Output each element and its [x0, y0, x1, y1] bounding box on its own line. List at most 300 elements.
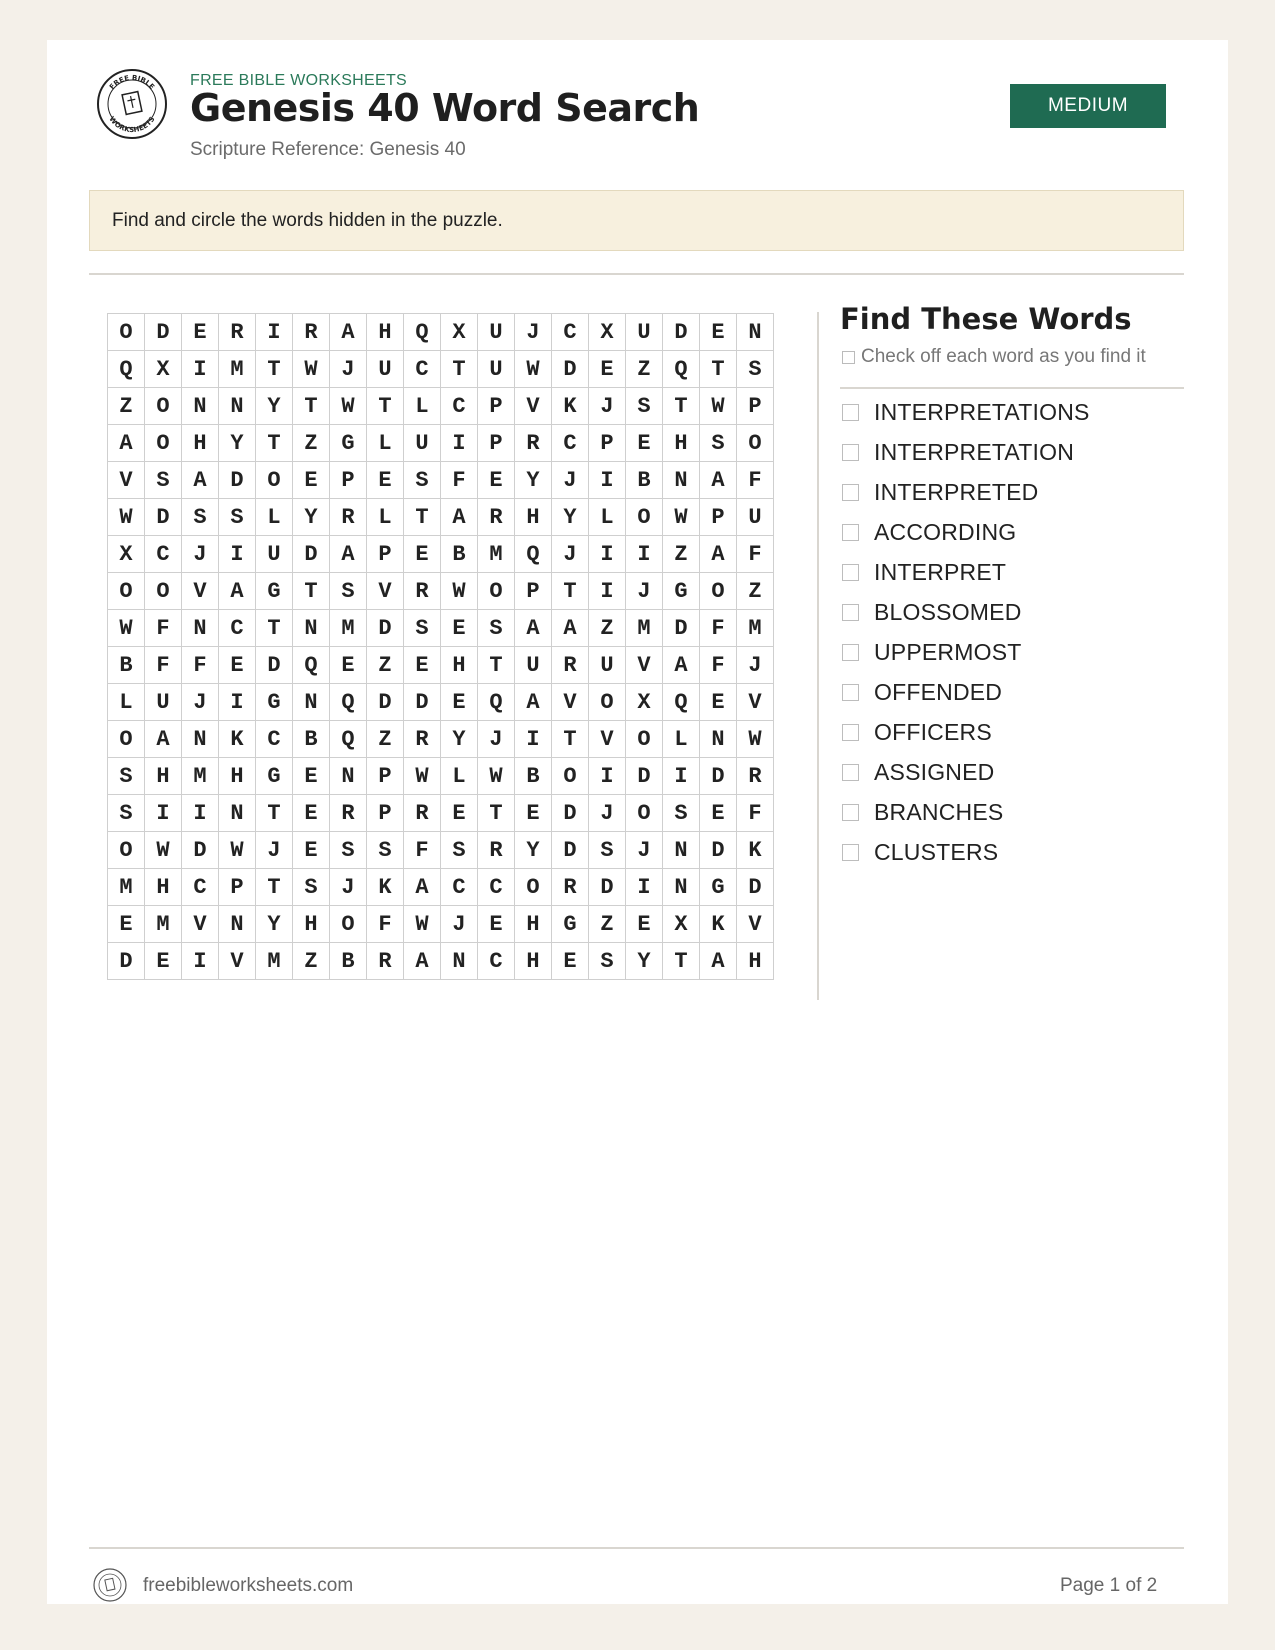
- word-checkbox[interactable]: [842, 604, 859, 621]
- grid-cell[interactable]: V: [182, 573, 219, 610]
- grid-cell[interactable]: R: [367, 943, 404, 980]
- grid-cell[interactable]: R: [478, 499, 515, 536]
- grid-cell[interactable]: J: [330, 351, 367, 388]
- grid-cell[interactable]: V: [552, 684, 589, 721]
- grid-cell[interactable]: H: [515, 499, 552, 536]
- grid-cell[interactable]: N: [663, 832, 700, 869]
- grid-cell[interactable]: F: [441, 462, 478, 499]
- grid-cell[interactable]: I: [256, 314, 293, 351]
- grid-cell[interactable]: O: [145, 573, 182, 610]
- grid-cell[interactable]: R: [404, 721, 441, 758]
- grid-cell[interactable]: H: [145, 758, 182, 795]
- grid-cell[interactable]: A: [515, 610, 552, 647]
- grid-cell[interactable]: Z: [589, 610, 626, 647]
- grid-cell[interactable]: R: [478, 832, 515, 869]
- grid-cell[interactable]: D: [367, 610, 404, 647]
- grid-cell[interactable]: L: [441, 758, 478, 795]
- grid-cell[interactable]: A: [404, 943, 441, 980]
- grid-cell[interactable]: Y: [515, 462, 552, 499]
- word-checkbox[interactable]: [842, 484, 859, 501]
- grid-cell[interactable]: H: [367, 314, 404, 351]
- grid-cell[interactable]: N: [219, 906, 256, 943]
- grid-cell[interactable]: D: [700, 758, 737, 795]
- grid-cell[interactable]: A: [441, 499, 478, 536]
- grid-cell[interactable]: T: [404, 499, 441, 536]
- grid-cell[interactable]: E: [293, 758, 330, 795]
- grid-cell[interactable]: K: [552, 388, 589, 425]
- grid-cell[interactable]: O: [515, 869, 552, 906]
- grid-cell[interactable]: F: [700, 610, 737, 647]
- grid-cell[interactable]: O: [552, 758, 589, 795]
- grid-cell[interactable]: T: [256, 425, 293, 462]
- grid-cell[interactable]: Z: [367, 721, 404, 758]
- grid-cell[interactable]: U: [256, 536, 293, 573]
- grid-cell[interactable]: Z: [293, 943, 330, 980]
- grid-cell[interactable]: D: [219, 462, 256, 499]
- grid-cell[interactable]: S: [367, 832, 404, 869]
- grid-cell[interactable]: C: [256, 721, 293, 758]
- grid-cell[interactable]: X: [108, 536, 145, 573]
- grid-cell[interactable]: E: [293, 462, 330, 499]
- grid-cell[interactable]: A: [515, 684, 552, 721]
- grid-cell[interactable]: H: [663, 425, 700, 462]
- grid-cell[interactable]: E: [330, 647, 367, 684]
- grid-cell[interactable]: G: [663, 573, 700, 610]
- grid-cell[interactable]: S: [293, 869, 330, 906]
- grid-cell[interactable]: U: [515, 647, 552, 684]
- grid-cell[interactable]: H: [182, 425, 219, 462]
- grid-cell[interactable]: U: [367, 351, 404, 388]
- grid-cell[interactable]: B: [515, 758, 552, 795]
- grid-cell[interactable]: T: [293, 573, 330, 610]
- grid-cell[interactable]: J: [515, 314, 552, 351]
- grid-cell[interactable]: I: [589, 758, 626, 795]
- grid-cell[interactable]: C: [182, 869, 219, 906]
- grid-cell[interactable]: G: [256, 758, 293, 795]
- grid-cell[interactable]: D: [293, 536, 330, 573]
- grid-cell[interactable]: J: [589, 388, 626, 425]
- grid-cell[interactable]: R: [330, 795, 367, 832]
- grid-cell[interactable]: I: [589, 573, 626, 610]
- grid-cell[interactable]: O: [108, 573, 145, 610]
- grid-cell[interactable]: H: [515, 906, 552, 943]
- grid-cell[interactable]: C: [219, 610, 256, 647]
- word-checkbox[interactable]: [842, 444, 859, 461]
- grid-cell[interactable]: S: [219, 499, 256, 536]
- grid-cell[interactable]: T: [663, 943, 700, 980]
- grid-cell[interactable]: S: [737, 351, 774, 388]
- grid-cell[interactable]: H: [219, 758, 256, 795]
- grid-cell[interactable]: N: [182, 610, 219, 647]
- grid-cell[interactable]: G: [330, 425, 367, 462]
- grid-cell[interactable]: O: [626, 721, 663, 758]
- grid-cell[interactable]: S: [626, 388, 663, 425]
- grid-cell[interactable]: U: [589, 647, 626, 684]
- grid-cell[interactable]: O: [589, 684, 626, 721]
- grid-cell[interactable]: C: [478, 869, 515, 906]
- word-checkbox[interactable]: [842, 524, 859, 541]
- grid-cell[interactable]: W: [515, 351, 552, 388]
- grid-cell[interactable]: M: [182, 758, 219, 795]
- grid-cell[interactable]: T: [256, 351, 293, 388]
- grid-cell[interactable]: W: [663, 499, 700, 536]
- grid-cell[interactable]: O: [330, 906, 367, 943]
- grid-cell[interactable]: G: [256, 573, 293, 610]
- grid-cell[interactable]: D: [663, 314, 700, 351]
- grid-cell[interactable]: S: [589, 943, 626, 980]
- grid-cell[interactable]: I: [145, 795, 182, 832]
- grid-cell[interactable]: S: [330, 573, 367, 610]
- grid-cell[interactable]: I: [182, 795, 219, 832]
- grid-cell[interactable]: T: [478, 647, 515, 684]
- grid-cell[interactable]: T: [552, 573, 589, 610]
- grid-cell[interactable]: B: [441, 536, 478, 573]
- grid-cell[interactable]: P: [700, 499, 737, 536]
- grid-cell[interactable]: O: [256, 462, 293, 499]
- grid-cell[interactable]: I: [626, 869, 663, 906]
- grid-cell[interactable]: R: [552, 647, 589, 684]
- grid-cell[interactable]: P: [478, 425, 515, 462]
- grid-cell[interactable]: M: [108, 869, 145, 906]
- grid-cell[interactable]: W: [108, 499, 145, 536]
- grid-cell[interactable]: A: [663, 647, 700, 684]
- grid-cell[interactable]: Q: [663, 684, 700, 721]
- grid-cell[interactable]: A: [700, 462, 737, 499]
- grid-cell[interactable]: N: [663, 869, 700, 906]
- grid-cell[interactable]: S: [404, 462, 441, 499]
- grid-cell[interactable]: Y: [256, 906, 293, 943]
- grid-cell[interactable]: W: [330, 388, 367, 425]
- grid-cell[interactable]: A: [700, 536, 737, 573]
- grid-cell[interactable]: M: [145, 906, 182, 943]
- grid-cell[interactable]: V: [367, 573, 404, 610]
- grid-cell[interactable]: P: [478, 388, 515, 425]
- grid-cell[interactable]: J: [552, 462, 589, 499]
- grid-cell[interactable]: K: [737, 832, 774, 869]
- grid-cell[interactable]: B: [626, 462, 663, 499]
- grid-cell[interactable]: C: [404, 351, 441, 388]
- grid-cell[interactable]: N: [219, 795, 256, 832]
- grid-cell[interactable]: N: [293, 610, 330, 647]
- grid-cell[interactable]: F: [182, 647, 219, 684]
- grid-cell[interactable]: S: [404, 610, 441, 647]
- grid-cell[interactable]: J: [626, 573, 663, 610]
- grid-cell[interactable]: D: [552, 832, 589, 869]
- grid-cell[interactable]: R: [404, 573, 441, 610]
- grid-cell[interactable]: R: [552, 869, 589, 906]
- grid-cell[interactable]: F: [367, 906, 404, 943]
- grid-cell[interactable]: B: [293, 721, 330, 758]
- grid-cell[interactable]: K: [367, 869, 404, 906]
- grid-cell[interactable]: C: [441, 869, 478, 906]
- grid-cell[interactable]: V: [182, 906, 219, 943]
- grid-cell[interactable]: X: [626, 684, 663, 721]
- grid-cell[interactable]: S: [700, 425, 737, 462]
- grid-cell[interactable]: N: [700, 721, 737, 758]
- grid-cell[interactable]: Y: [626, 943, 663, 980]
- grid-cell[interactable]: E: [589, 351, 626, 388]
- grid-cell[interactable]: F: [737, 795, 774, 832]
- grid-cell[interactable]: Y: [441, 721, 478, 758]
- grid-cell[interactable]: V: [589, 721, 626, 758]
- grid-cell[interactable]: O: [108, 832, 145, 869]
- word-checkbox[interactable]: [842, 404, 859, 421]
- grid-cell[interactable]: N: [330, 758, 367, 795]
- grid-cell[interactable]: A: [552, 610, 589, 647]
- grid-cell[interactable]: E: [441, 610, 478, 647]
- grid-cell[interactable]: M: [626, 610, 663, 647]
- grid-cell[interactable]: Q: [330, 684, 367, 721]
- grid-cell[interactable]: S: [330, 832, 367, 869]
- grid-cell[interactable]: L: [256, 499, 293, 536]
- grid-cell[interactable]: M: [737, 610, 774, 647]
- grid-cell[interactable]: V: [219, 943, 256, 980]
- grid-cell[interactable]: X: [145, 351, 182, 388]
- grid-cell[interactable]: L: [589, 499, 626, 536]
- grid-cell[interactable]: W: [478, 758, 515, 795]
- grid-cell[interactable]: T: [552, 721, 589, 758]
- grid-cell[interactable]: L: [404, 388, 441, 425]
- grid-cell[interactable]: E: [367, 462, 404, 499]
- grid-cell[interactable]: U: [404, 425, 441, 462]
- grid-cell[interactable]: D: [552, 795, 589, 832]
- grid-cell[interactable]: U: [478, 314, 515, 351]
- grid-cell[interactable]: V: [737, 684, 774, 721]
- grid-cell[interactable]: K: [219, 721, 256, 758]
- grid-cell[interactable]: E: [478, 906, 515, 943]
- grid-cell[interactable]: W: [404, 906, 441, 943]
- grid-cell[interactable]: O: [108, 721, 145, 758]
- grid-cell[interactable]: F: [737, 462, 774, 499]
- grid-cell[interactable]: G: [552, 906, 589, 943]
- grid-cell[interactable]: E: [404, 647, 441, 684]
- grid-cell[interactable]: Z: [626, 351, 663, 388]
- grid-cell[interactable]: J: [182, 684, 219, 721]
- grid-cell[interactable]: I: [515, 721, 552, 758]
- grid-cell[interactable]: T: [293, 388, 330, 425]
- grid-cell[interactable]: V: [737, 906, 774, 943]
- grid-cell[interactable]: E: [700, 795, 737, 832]
- grid-cell[interactable]: Y: [515, 832, 552, 869]
- grid-cell[interactable]: I: [441, 425, 478, 462]
- grid-cell[interactable]: L: [367, 499, 404, 536]
- grid-cell[interactable]: W: [441, 573, 478, 610]
- grid-cell[interactable]: T: [256, 610, 293, 647]
- grid-cell[interactable]: M: [330, 610, 367, 647]
- grid-cell[interactable]: E: [182, 314, 219, 351]
- grid-cell[interactable]: S: [182, 499, 219, 536]
- grid-cell[interactable]: P: [515, 573, 552, 610]
- grid-cell[interactable]: I: [663, 758, 700, 795]
- grid-cell[interactable]: J: [478, 721, 515, 758]
- grid-cell[interactable]: A: [108, 425, 145, 462]
- grid-cell[interactable]: I: [182, 943, 219, 980]
- grid-cell[interactable]: D: [663, 610, 700, 647]
- grid-cell[interactable]: H: [441, 647, 478, 684]
- grid-cell[interactable]: Y: [293, 499, 330, 536]
- grid-cell[interactable]: F: [737, 536, 774, 573]
- grid-cell[interactable]: Y: [552, 499, 589, 536]
- grid-cell[interactable]: E: [293, 795, 330, 832]
- grid-cell[interactable]: W: [219, 832, 256, 869]
- grid-cell[interactable]: Y: [219, 425, 256, 462]
- grid-cell[interactable]: Y: [256, 388, 293, 425]
- grid-cell[interactable]: S: [108, 758, 145, 795]
- grid-cell[interactable]: S: [589, 832, 626, 869]
- grid-cell[interactable]: V: [515, 388, 552, 425]
- word-checkbox[interactable]: [842, 564, 859, 581]
- grid-cell[interactable]: M: [219, 351, 256, 388]
- grid-cell[interactable]: D: [700, 832, 737, 869]
- grid-cell[interactable]: L: [663, 721, 700, 758]
- grid-cell[interactable]: E: [700, 314, 737, 351]
- grid-cell[interactable]: P: [367, 758, 404, 795]
- grid-cell[interactable]: B: [330, 943, 367, 980]
- grid-cell[interactable]: A: [404, 869, 441, 906]
- grid-cell[interactable]: I: [219, 536, 256, 573]
- grid-cell[interactable]: L: [108, 684, 145, 721]
- grid-cell[interactable]: N: [663, 462, 700, 499]
- grid-cell[interactable]: G: [256, 684, 293, 721]
- grid-cell[interactable]: I: [589, 462, 626, 499]
- grid-cell[interactable]: T: [663, 388, 700, 425]
- grid-cell[interactable]: P: [589, 425, 626, 462]
- grid-cell[interactable]: D: [626, 758, 663, 795]
- grid-cell[interactable]: O: [626, 499, 663, 536]
- grid-cell[interactable]: A: [330, 536, 367, 573]
- grid-cell[interactable]: Q: [478, 684, 515, 721]
- grid-cell[interactable]: R: [515, 425, 552, 462]
- grid-cell[interactable]: S: [441, 832, 478, 869]
- grid-cell[interactable]: G: [700, 869, 737, 906]
- grid-cell[interactable]: O: [145, 425, 182, 462]
- grid-cell[interactable]: C: [145, 536, 182, 573]
- grid-cell[interactable]: E: [441, 795, 478, 832]
- grid-cell[interactable]: Z: [589, 906, 626, 943]
- grid-cell[interactable]: Z: [108, 388, 145, 425]
- grid-cell[interactable]: R: [293, 314, 330, 351]
- grid-cell[interactable]: S: [478, 610, 515, 647]
- grid-cell[interactable]: X: [589, 314, 626, 351]
- grid-cell[interactable]: H: [145, 869, 182, 906]
- grid-cell[interactable]: P: [367, 536, 404, 573]
- grid-cell[interactable]: V: [108, 462, 145, 499]
- grid-cell[interactable]: D: [589, 869, 626, 906]
- grid-cell[interactable]: W: [145, 832, 182, 869]
- grid-cell[interactable]: R: [330, 499, 367, 536]
- grid-cell[interactable]: O: [700, 573, 737, 610]
- grid-cell[interactable]: E: [108, 906, 145, 943]
- grid-cell[interactable]: T: [441, 351, 478, 388]
- grid-cell[interactable]: D: [552, 351, 589, 388]
- grid-cell[interactable]: Z: [293, 425, 330, 462]
- grid-cell[interactable]: W: [108, 610, 145, 647]
- grid-cell[interactable]: F: [700, 647, 737, 684]
- grid-cell[interactable]: P: [737, 388, 774, 425]
- grid-cell[interactable]: U: [626, 314, 663, 351]
- grid-cell[interactable]: N: [737, 314, 774, 351]
- grid-cell[interactable]: O: [145, 388, 182, 425]
- grid-cell[interactable]: M: [478, 536, 515, 573]
- grid-cell[interactable]: E: [441, 684, 478, 721]
- word-checkbox[interactable]: [842, 684, 859, 701]
- grid-cell[interactable]: I: [589, 536, 626, 573]
- grid-cell[interactable]: Z: [367, 647, 404, 684]
- grid-cell[interactable]: D: [367, 684, 404, 721]
- grid-cell[interactable]: A: [219, 573, 256, 610]
- grid-cell[interactable]: L: [367, 425, 404, 462]
- grid-cell[interactable]: R: [404, 795, 441, 832]
- word-checkbox[interactable]: [842, 644, 859, 661]
- grid-cell[interactable]: W: [737, 721, 774, 758]
- grid-cell[interactable]: E: [626, 425, 663, 462]
- grid-cell[interactable]: N: [182, 721, 219, 758]
- grid-cell[interactable]: Q: [293, 647, 330, 684]
- grid-cell[interactable]: H: [515, 943, 552, 980]
- grid-cell[interactable]: Q: [515, 536, 552, 573]
- grid-cell[interactable]: S: [108, 795, 145, 832]
- grid-cell[interactable]: R: [219, 314, 256, 351]
- grid-cell[interactable]: U: [737, 499, 774, 536]
- grid-cell[interactable]: E: [700, 684, 737, 721]
- grid-cell[interactable]: J: [330, 869, 367, 906]
- grid-cell[interactable]: E: [626, 906, 663, 943]
- grid-cell[interactable]: I: [182, 351, 219, 388]
- grid-cell[interactable]: F: [145, 647, 182, 684]
- grid-cell[interactable]: V: [626, 647, 663, 684]
- grid-cell[interactable]: C: [478, 943, 515, 980]
- grid-cell[interactable]: K: [700, 906, 737, 943]
- grid-cell[interactable]: Z: [737, 573, 774, 610]
- word-checkbox[interactable]: [842, 844, 859, 861]
- grid-cell[interactable]: O: [478, 573, 515, 610]
- grid-cell[interactable]: J: [737, 647, 774, 684]
- grid-cell[interactable]: P: [367, 795, 404, 832]
- grid-cell[interactable]: J: [256, 832, 293, 869]
- grid-cell[interactable]: P: [330, 462, 367, 499]
- grid-cell[interactable]: S: [145, 462, 182, 499]
- grid-cell[interactable]: D: [256, 647, 293, 684]
- grid-cell[interactable]: T: [256, 795, 293, 832]
- grid-cell[interactable]: N: [219, 388, 256, 425]
- grid-cell[interactable]: W: [700, 388, 737, 425]
- grid-cell[interactable]: I: [219, 684, 256, 721]
- grid-cell[interactable]: Q: [404, 314, 441, 351]
- grid-cell[interactable]: D: [145, 499, 182, 536]
- grid-cell[interactable]: T: [478, 795, 515, 832]
- grid-cell[interactable]: U: [478, 351, 515, 388]
- grid-cell[interactable]: F: [404, 832, 441, 869]
- word-checkbox[interactable]: [842, 804, 859, 821]
- grid-cell[interactable]: T: [256, 869, 293, 906]
- grid-cell[interactable]: E: [293, 832, 330, 869]
- grid-cell[interactable]: E: [219, 647, 256, 684]
- grid-cell[interactable]: C: [552, 314, 589, 351]
- grid-cell[interactable]: W: [404, 758, 441, 795]
- grid-cell[interactable]: J: [626, 832, 663, 869]
- word-checkbox[interactable]: [842, 724, 859, 741]
- grid-cell[interactable]: P: [219, 869, 256, 906]
- grid-cell[interactable]: J: [552, 536, 589, 573]
- grid-cell[interactable]: Q: [330, 721, 367, 758]
- grid-cell[interactable]: X: [441, 314, 478, 351]
- grid-cell[interactable]: N: [441, 943, 478, 980]
- grid-cell[interactable]: J: [441, 906, 478, 943]
- grid-cell[interactable]: A: [182, 462, 219, 499]
- grid-cell[interactable]: O: [108, 314, 145, 351]
- grid-cell[interactable]: H: [293, 906, 330, 943]
- grid-cell[interactable]: T: [367, 388, 404, 425]
